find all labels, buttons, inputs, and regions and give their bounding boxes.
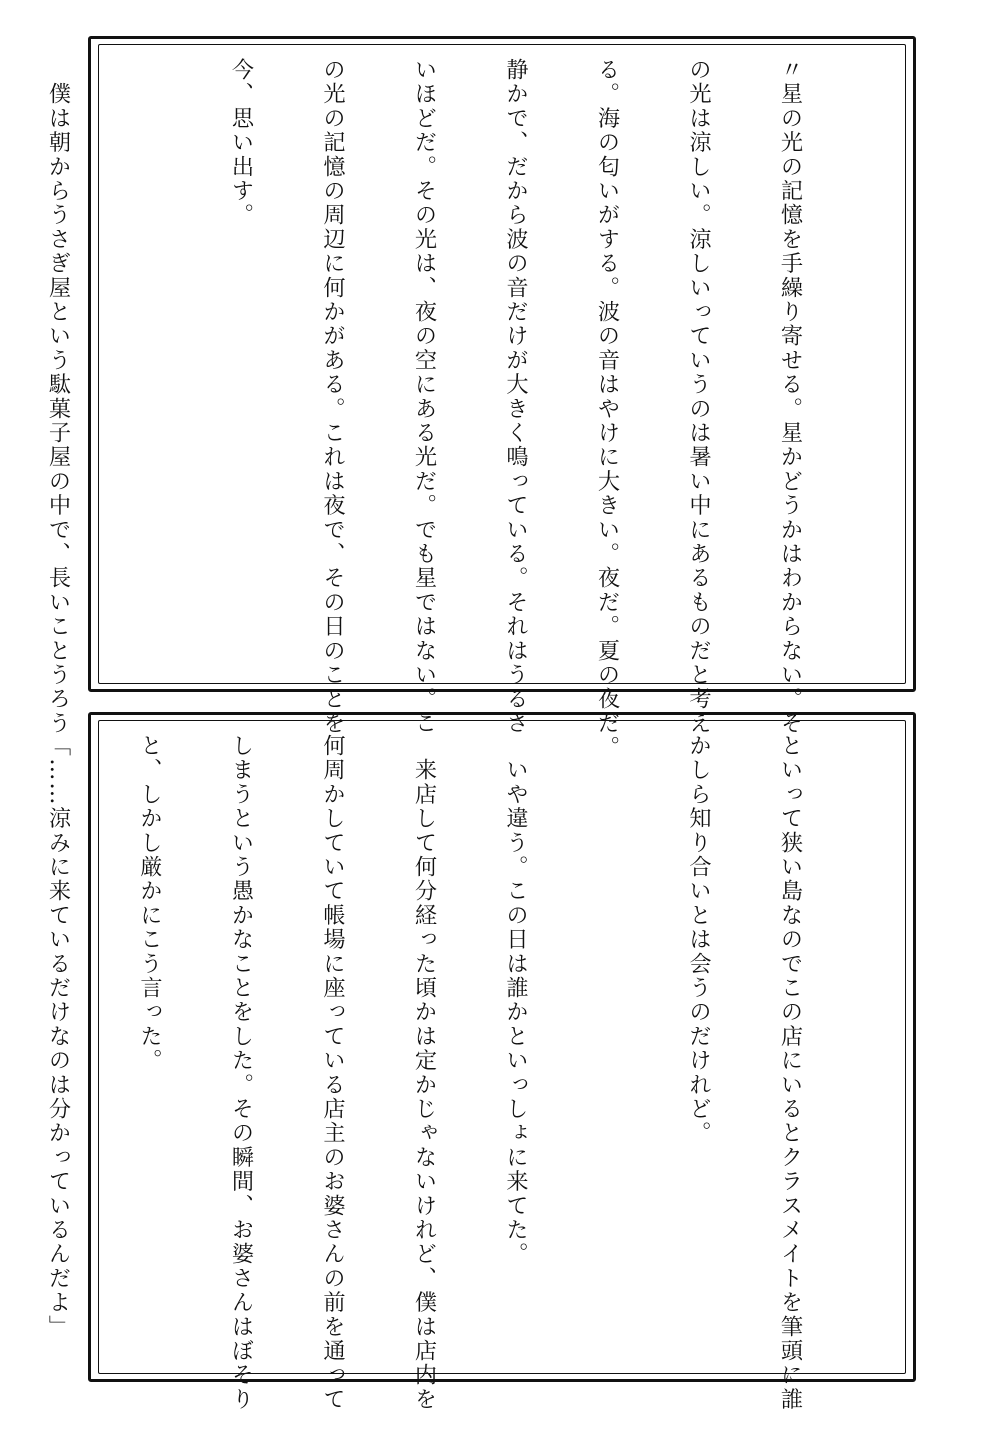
text-column: 僕は朝からうさぎ屋という駄菓子屋の中で、長いことうろう — [45, 58, 71, 736]
text-column — [134, 58, 165, 678]
vertical-text-block — [0, 58, 866, 760]
text-column: の光は涼しい。涼しいっていうのは暑い中にあるものだと考え — [685, 58, 712, 736]
text-column: と、しかし厳かにこう言った。 — [136, 734, 163, 1073]
text-column: いや違う。この日は誰かといっしょに来てた。 — [502, 734, 529, 1267]
text-column: かしら知り合いとは会うのだけれど。 — [685, 734, 712, 1146]
text-column: 何周かしていて帳場に座っている店主のお婆さんの前を通って — [319, 734, 346, 1412]
top-text-panel — [45, 36, 916, 760]
text-column: いほどだ。その光は、夜の空にある光だ。でも星ではない。こ — [411, 58, 437, 736]
text-column: 今、思い出す。 — [228, 58, 254, 228]
bottom-text-panel — [45, 712, 916, 1412]
text-column: 来店して何分経った頃かは定かじゃないけれど、僕は店内を — [411, 734, 437, 1412]
text-column: る。海の匂いがする。波の音はやけに大きい。夜だ。夏の夜だ。 — [594, 58, 620, 760]
text-column: しまうという愚かなことをした。その瞬間、お婆さんはぼそり — [228, 734, 254, 1412]
text-column: 〃星の光の記憶を手繰り寄せる。星かどうかはわからない。そ — [777, 58, 803, 736]
text-column: 静かで、だから波の音だけが大きく鳴っている。それはうるさ — [502, 58, 529, 736]
text-column — [592, 734, 623, 1368]
text-column: 「……涼みに来ているだけなのは分かっているんだよ」 — [45, 734, 71, 1339]
vertical-text-block — [0, 734, 866, 1412]
text-column: といって狭い島なのでこの店にいるとクラスメイトを筆頭に誰 — [777, 734, 803, 1412]
text-column: の光の記憶の周辺に何かがある。これは夜で、その日のことを — [319, 58, 346, 736]
